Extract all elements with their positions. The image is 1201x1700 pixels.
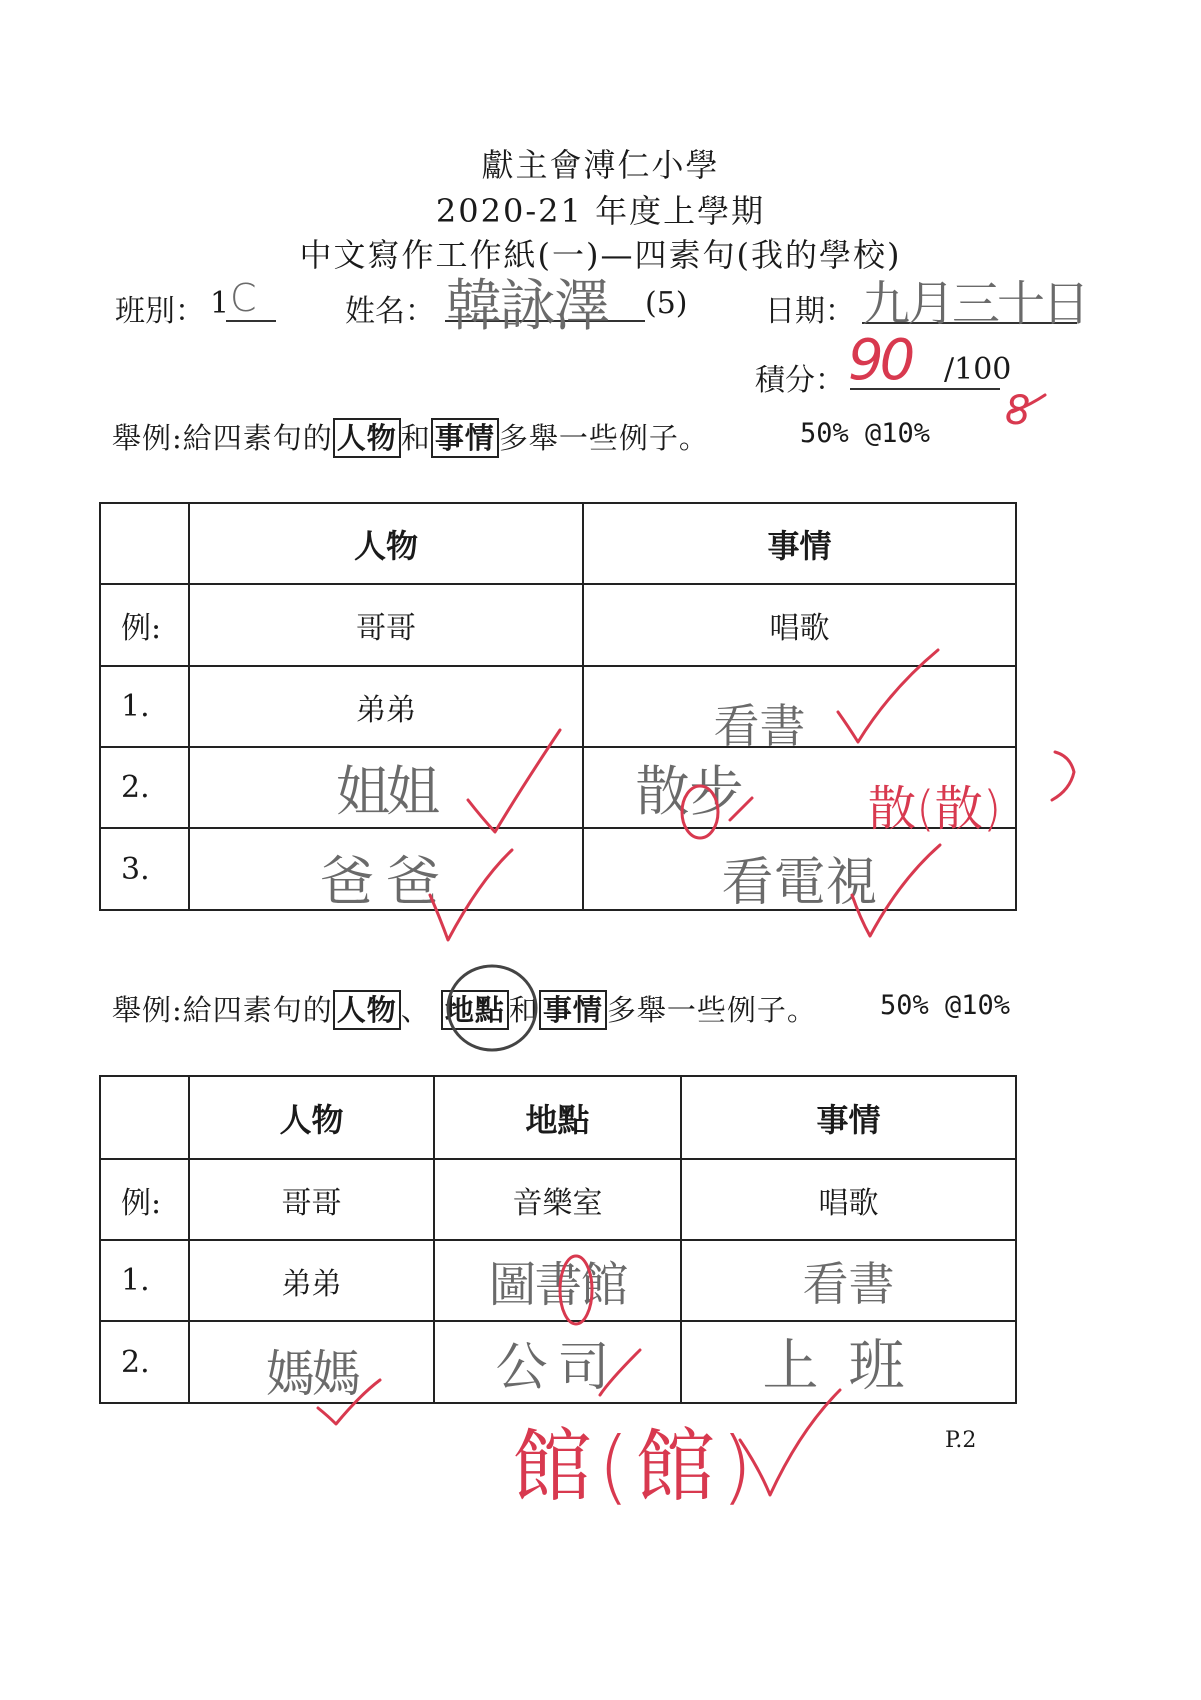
cell-place-handwritten [434,1240,681,1321]
handwritten-answer: 姐姐 [336,760,436,823]
handwritten-answer: 公司 [495,1337,620,1398]
table-row [100,1159,1016,1240]
cell-place: 音樂室 [434,1159,681,1240]
section2-weight: 50% @10% [880,990,1011,1021]
section2-tail: 多舉一些例子。 [606,993,817,1027]
cell-place-handwritten [434,1321,681,1403]
row-label: 例: [100,1159,189,1240]
table-row [100,584,1016,666]
section2-header-blank [100,1076,189,1159]
row-label: 例: [100,584,189,666]
handwritten-answer: 看書 [713,698,806,753]
table-row [100,1321,1016,1403]
class-prefix: 1 [210,286,230,321]
section1-tail: 多舉一些例子。 [498,421,709,455]
score-total: /100 [944,352,1012,387]
section1-header-row [100,503,1016,584]
handwritten-answer: 圖書館 [488,1257,627,1313]
section2-header-place: 地點 [434,1076,681,1159]
page-number: P.2 [945,1428,977,1453]
section1-table [99,502,1017,911]
score-value: 90 [848,328,912,393]
handwritten-answer: 看書 [802,1256,895,1311]
cell-person: 哥哥 [189,1159,434,1240]
date-value: 九月三十日 [862,276,1088,332]
section2-lead: 舉例:給四素句的 [112,993,333,1027]
cell-event-handwritten [583,666,1016,753]
score-stamp: 8 [1005,388,1031,434]
section2-term-event: 事情 [539,990,607,1030]
section2-term-place: 地點 [441,990,509,1030]
section2-instruction [112,988,817,1030]
row-label: 2. [100,1321,189,1403]
handwritten-answer: 爸爸 [320,849,452,913]
date-label: 日期： [765,294,855,329]
term-line: 2020-21 年度上學期 [435,192,766,230]
section2-term-person: 人物 [333,990,401,1030]
student-number: (5) [645,286,688,321]
cell-event: 唱歌 [681,1159,1016,1240]
cell-person: 弟弟 [189,1240,434,1321]
cell-event-handwritten [583,828,1016,913]
section1-join: 和 [400,421,431,455]
row-label: 1. [100,666,189,747]
section1-lead: 舉例:給四素句的 [112,421,333,455]
section2-sep: 、 [400,993,431,1027]
school-name: 獻主會溥仁小學 [481,146,720,184]
section1-header-blank [100,503,189,584]
section1-correction: 散(散) [868,781,1002,837]
handwritten-answer: 上班 [762,1334,935,1399]
bracket-icon [1052,752,1074,800]
handwritten-answer: 散步 [635,760,744,823]
row-label: 1. [100,1240,189,1321]
section1-instruction [112,416,709,458]
section1-header-person: 人物 [189,503,583,584]
table-row [100,828,1016,910]
name-value: 韓詠澤 [446,274,608,339]
worksheet-title: 中文寫作工作紙(一)—四素句(我的學校) [299,236,902,274]
row-label: 2. [100,747,189,828]
section2-table [99,1075,1017,1404]
class-label: 班別： [115,294,205,329]
row-label: 3. [100,828,189,910]
section2-join: 和 [508,993,539,1027]
table-row [100,1240,1016,1321]
cell-event-handwritten [681,1321,1016,1403]
score-label: 積分： [755,363,845,398]
section1-term-person: 人物 [333,418,401,458]
cell-person: 哥哥 [189,584,583,666]
handwritten-answer: 媽媽 [265,1345,358,1403]
cell-event-handwritten [681,1240,1016,1321]
handwritten-answer: 看電視 [721,852,878,913]
section1-term-event: 事情 [431,418,499,458]
section1-weight: 50% @10% [800,418,931,449]
table-row [100,666,1016,747]
cell-person-handwritten [189,747,583,828]
section2-header-event: 事情 [681,1076,1016,1159]
cell-person: 弟弟 [189,666,583,747]
section2-header-person: 人物 [189,1076,434,1159]
section1-header-event: 事情 [583,503,1016,584]
section2-correction: 館(館) [512,1420,759,1513]
cell-person-handwritten [189,1321,434,1403]
cell-event: 唱歌 [583,584,1016,666]
cell-person-handwritten [189,828,583,913]
name-label: 姓名： [345,294,435,329]
class-underline [226,320,276,322]
class-value: C [230,276,257,320]
section2-header-row [100,1076,1016,1159]
